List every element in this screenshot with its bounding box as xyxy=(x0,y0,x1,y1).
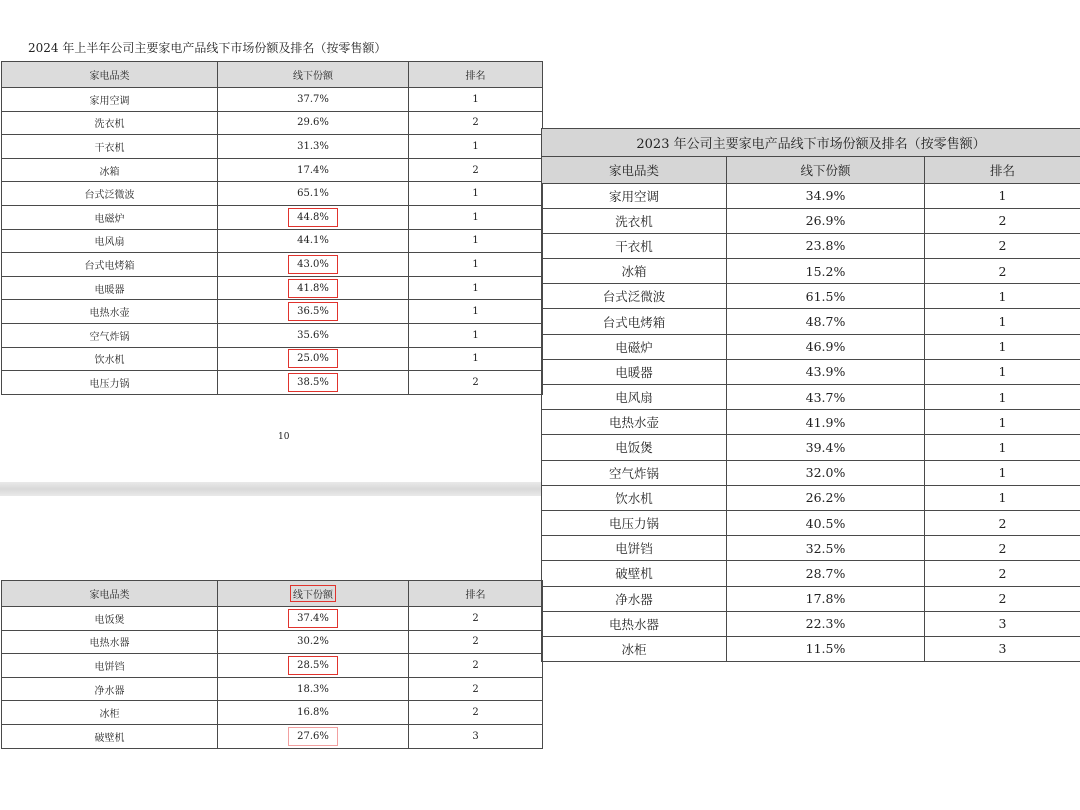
cell-rank: 2 xyxy=(409,677,543,701)
cell-category: 冰柜 xyxy=(542,636,727,661)
cell-share xyxy=(218,347,409,371)
market-share-table-2024 xyxy=(1,61,543,395)
table-row xyxy=(542,561,1080,586)
cell-rank: 2 xyxy=(925,586,1080,611)
cell-rank: 1 xyxy=(409,205,543,229)
cell-rank: 1 xyxy=(925,435,1080,460)
page-number: 10 xyxy=(278,432,290,442)
cell-category: 台式泛微波 xyxy=(542,284,727,309)
cell-share xyxy=(218,205,409,229)
cell-share: 48.7% xyxy=(727,309,925,334)
cell-share: 61.5% xyxy=(727,284,925,309)
market-share-table-2023 xyxy=(541,128,1080,662)
table-header-row xyxy=(2,62,543,88)
cell-rank: 2 xyxy=(409,111,543,135)
cell-share xyxy=(218,276,409,300)
cell-share: 39.4% xyxy=(727,435,925,460)
cell-category: 净水器 xyxy=(542,586,727,611)
cell-category: 冰箱 xyxy=(2,158,218,182)
cell-category: 电风扇 xyxy=(2,229,218,253)
table-row xyxy=(542,309,1080,334)
cell-rank: 2 xyxy=(409,701,543,725)
share-highlight-box: 38.5% xyxy=(289,374,337,391)
cell-share: 26.9% xyxy=(727,208,925,233)
table-row xyxy=(2,253,543,277)
cell-category: 冰柜 xyxy=(2,701,218,725)
cell-rank: 1 xyxy=(925,359,1080,384)
table-row xyxy=(542,284,1080,309)
cell-rank: 1 xyxy=(409,88,543,112)
header-share: 线下份额 xyxy=(218,62,409,88)
table-row xyxy=(2,654,543,678)
cell-rank: 2 xyxy=(925,561,1080,586)
share-highlight-box: 41.8% xyxy=(289,280,337,297)
table-row xyxy=(542,410,1080,435)
cell-share: 11.5% xyxy=(727,636,925,661)
header-category: 家电品类 xyxy=(2,62,218,88)
cell-rank: 1 xyxy=(409,300,543,324)
cell-rank: 1 xyxy=(409,229,543,253)
cell-rank: 1 xyxy=(409,182,543,206)
cell-rank: 1 xyxy=(409,323,543,347)
cell-category: 电热水器 xyxy=(542,611,727,636)
table-row xyxy=(2,135,543,159)
cell-rank: 1 xyxy=(925,410,1080,435)
cell-rank: 3 xyxy=(925,611,1080,636)
header-share: 线下份额 xyxy=(727,157,925,184)
cell-rank: 1 xyxy=(925,460,1080,485)
table-row xyxy=(542,460,1080,485)
cell-share xyxy=(218,654,409,678)
cell-share: 34.9% xyxy=(727,183,925,208)
table-row xyxy=(2,111,543,135)
header-share xyxy=(218,581,409,607)
cell-rank: 2 xyxy=(409,158,543,182)
cell-share: 37.7% xyxy=(218,88,409,112)
cell-share: 23.8% xyxy=(727,233,925,258)
cell-rank: 1 xyxy=(409,276,543,300)
cell-category: 台式电烤箱 xyxy=(542,309,727,334)
header-category: 家电品类 xyxy=(2,581,218,607)
table-title-2023: 2023 年公司主要家电产品线下市场份额及排名（按零售额） xyxy=(542,129,1080,157)
cell-rank: 2 xyxy=(409,654,543,678)
table-row xyxy=(2,607,543,631)
cell-category: 洗衣机 xyxy=(542,208,727,233)
cell-rank: 2 xyxy=(409,630,543,654)
cell-category: 干衣机 xyxy=(2,135,218,159)
table-row xyxy=(542,636,1080,661)
share-highlight-box: 线下份额 xyxy=(291,586,335,601)
share-highlight-box: 28.5% xyxy=(289,657,337,674)
table-row xyxy=(2,300,543,324)
table-row xyxy=(2,701,543,725)
table-row xyxy=(542,359,1080,384)
cell-rank: 2 xyxy=(925,233,1080,258)
cell-rank: 1 xyxy=(409,135,543,159)
cell-category: 电饭煲 xyxy=(2,607,218,631)
cell-share: 22.3% xyxy=(727,611,925,636)
cell-rank: 1 xyxy=(925,284,1080,309)
cell-category: 电暖器 xyxy=(2,276,218,300)
cell-category: 电暖器 xyxy=(542,359,727,384)
document-page-continued xyxy=(0,496,541,810)
cell-rank: 1 xyxy=(409,347,543,371)
table-row xyxy=(2,88,543,112)
cell-category: 饮水机 xyxy=(542,485,727,510)
table-row xyxy=(2,229,543,253)
cell-rank: 2 xyxy=(925,259,1080,284)
table-row xyxy=(2,371,543,395)
cell-share xyxy=(218,724,409,748)
cell-category: 家用空调 xyxy=(2,88,218,112)
cell-category: 电热水器 xyxy=(2,630,218,654)
cell-category: 破壁机 xyxy=(542,561,727,586)
table-row xyxy=(2,205,543,229)
cell-share xyxy=(218,371,409,395)
cell-category: 电饭煲 xyxy=(542,435,727,460)
market-share-table-2024-continued xyxy=(1,580,543,749)
cell-category: 洗衣机 xyxy=(2,111,218,135)
share-highlight-box: 44.8% xyxy=(289,209,337,226)
cell-share: 32.5% xyxy=(727,536,925,561)
table-row xyxy=(2,276,543,300)
cell-share: 26.2% xyxy=(727,485,925,510)
cell-share: 28.7% xyxy=(727,561,925,586)
share-highlight-box: 37.4% xyxy=(289,610,337,627)
cell-share: 17.8% xyxy=(727,586,925,611)
document-page-2024 xyxy=(0,0,541,482)
share-highlight-box: 25.0% xyxy=(289,350,337,367)
cell-share xyxy=(218,253,409,277)
cell-share: 18.3% xyxy=(218,677,409,701)
cell-category: 饮水机 xyxy=(2,347,218,371)
cell-share: 44.1% xyxy=(218,229,409,253)
cell-category: 电饼铛 xyxy=(542,536,727,561)
cell-share: 32.0% xyxy=(727,460,925,485)
cell-category: 电磁炉 xyxy=(2,205,218,229)
table-row xyxy=(2,158,543,182)
cell-rank: 1 xyxy=(925,183,1080,208)
table-row xyxy=(2,347,543,371)
table-row xyxy=(542,510,1080,535)
cell-rank: 2 xyxy=(925,536,1080,561)
table-row xyxy=(2,323,543,347)
table-row xyxy=(2,630,543,654)
page-separator xyxy=(0,482,541,496)
table-row xyxy=(542,183,1080,208)
cell-rank: 3 xyxy=(925,636,1080,661)
table-row xyxy=(542,385,1080,410)
cell-share: 43.7% xyxy=(727,385,925,410)
cell-rank: 1 xyxy=(409,253,543,277)
header-category: 家电品类 xyxy=(542,157,727,184)
header-rank: 排名 xyxy=(409,62,543,88)
cell-category: 电风扇 xyxy=(542,385,727,410)
cell-category: 台式电烤箱 xyxy=(2,253,218,277)
share-highlight-box: 43.0% xyxy=(289,256,337,273)
table-row xyxy=(2,724,543,748)
cell-category: 电压力锅 xyxy=(542,510,727,535)
cell-category: 空气炸锅 xyxy=(542,460,727,485)
table-row xyxy=(542,586,1080,611)
table-row xyxy=(2,677,543,701)
cell-rank: 1 xyxy=(925,385,1080,410)
cell-share: 41.9% xyxy=(727,410,925,435)
share-highlight-box: 36.5% xyxy=(289,303,337,320)
cell-share: 15.2% xyxy=(727,259,925,284)
cell-share: 17.4% xyxy=(218,158,409,182)
cell-share: 30.2% xyxy=(218,630,409,654)
cell-category: 电压力锅 xyxy=(2,371,218,395)
cell-category: 电磁炉 xyxy=(542,334,727,359)
cell-share: 40.5% xyxy=(727,510,925,535)
cell-category: 电热水壶 xyxy=(2,300,218,324)
table-header-row xyxy=(2,581,543,607)
cell-category: 干衣机 xyxy=(542,233,727,258)
cell-share xyxy=(218,300,409,324)
cell-category: 冰箱 xyxy=(542,259,727,284)
cell-share: 43.9% xyxy=(727,359,925,384)
cell-category: 破壁机 xyxy=(2,724,218,748)
cell-rank: 3 xyxy=(409,724,543,748)
table-row xyxy=(542,208,1080,233)
cell-category: 电热水壶 xyxy=(542,410,727,435)
cell-rank: 2 xyxy=(409,371,543,395)
cell-rank: 2 xyxy=(409,607,543,631)
table-row xyxy=(542,536,1080,561)
cell-share: 31.3% xyxy=(218,135,409,159)
cell-category: 台式泛微波 xyxy=(2,182,218,206)
cell-category: 家用空调 xyxy=(542,183,727,208)
table-title-row xyxy=(542,129,1080,157)
table-row xyxy=(2,182,543,206)
table-row xyxy=(542,259,1080,284)
cell-rank: 2 xyxy=(925,510,1080,535)
cell-share: 65.1% xyxy=(218,182,409,206)
cell-rank: 1 xyxy=(925,309,1080,334)
cell-share: 35.6% xyxy=(218,323,409,347)
header-rank: 排名 xyxy=(925,157,1080,184)
table-title-2024: 2024 年上半年公司主要家电产品线下市场份额及排名（按零售额） xyxy=(28,41,387,55)
cell-share: 16.8% xyxy=(218,701,409,725)
table-row xyxy=(542,435,1080,460)
cell-rank: 1 xyxy=(925,485,1080,510)
cell-category: 空气炸锅 xyxy=(2,323,218,347)
cell-share: 46.9% xyxy=(727,334,925,359)
table-row xyxy=(542,233,1080,258)
cell-share xyxy=(218,607,409,631)
cell-share: 29.6% xyxy=(218,111,409,135)
table-header-row xyxy=(542,157,1080,184)
table-row xyxy=(542,485,1080,510)
share-highlight-box: 27.6% xyxy=(289,728,337,745)
header-rank: 排名 xyxy=(409,581,543,607)
table-row xyxy=(542,611,1080,636)
cell-category: 净水器 xyxy=(2,677,218,701)
cell-category: 电饼铛 xyxy=(2,654,218,678)
cell-rank: 1 xyxy=(925,334,1080,359)
table-row xyxy=(542,334,1080,359)
cell-rank: 2 xyxy=(925,208,1080,233)
